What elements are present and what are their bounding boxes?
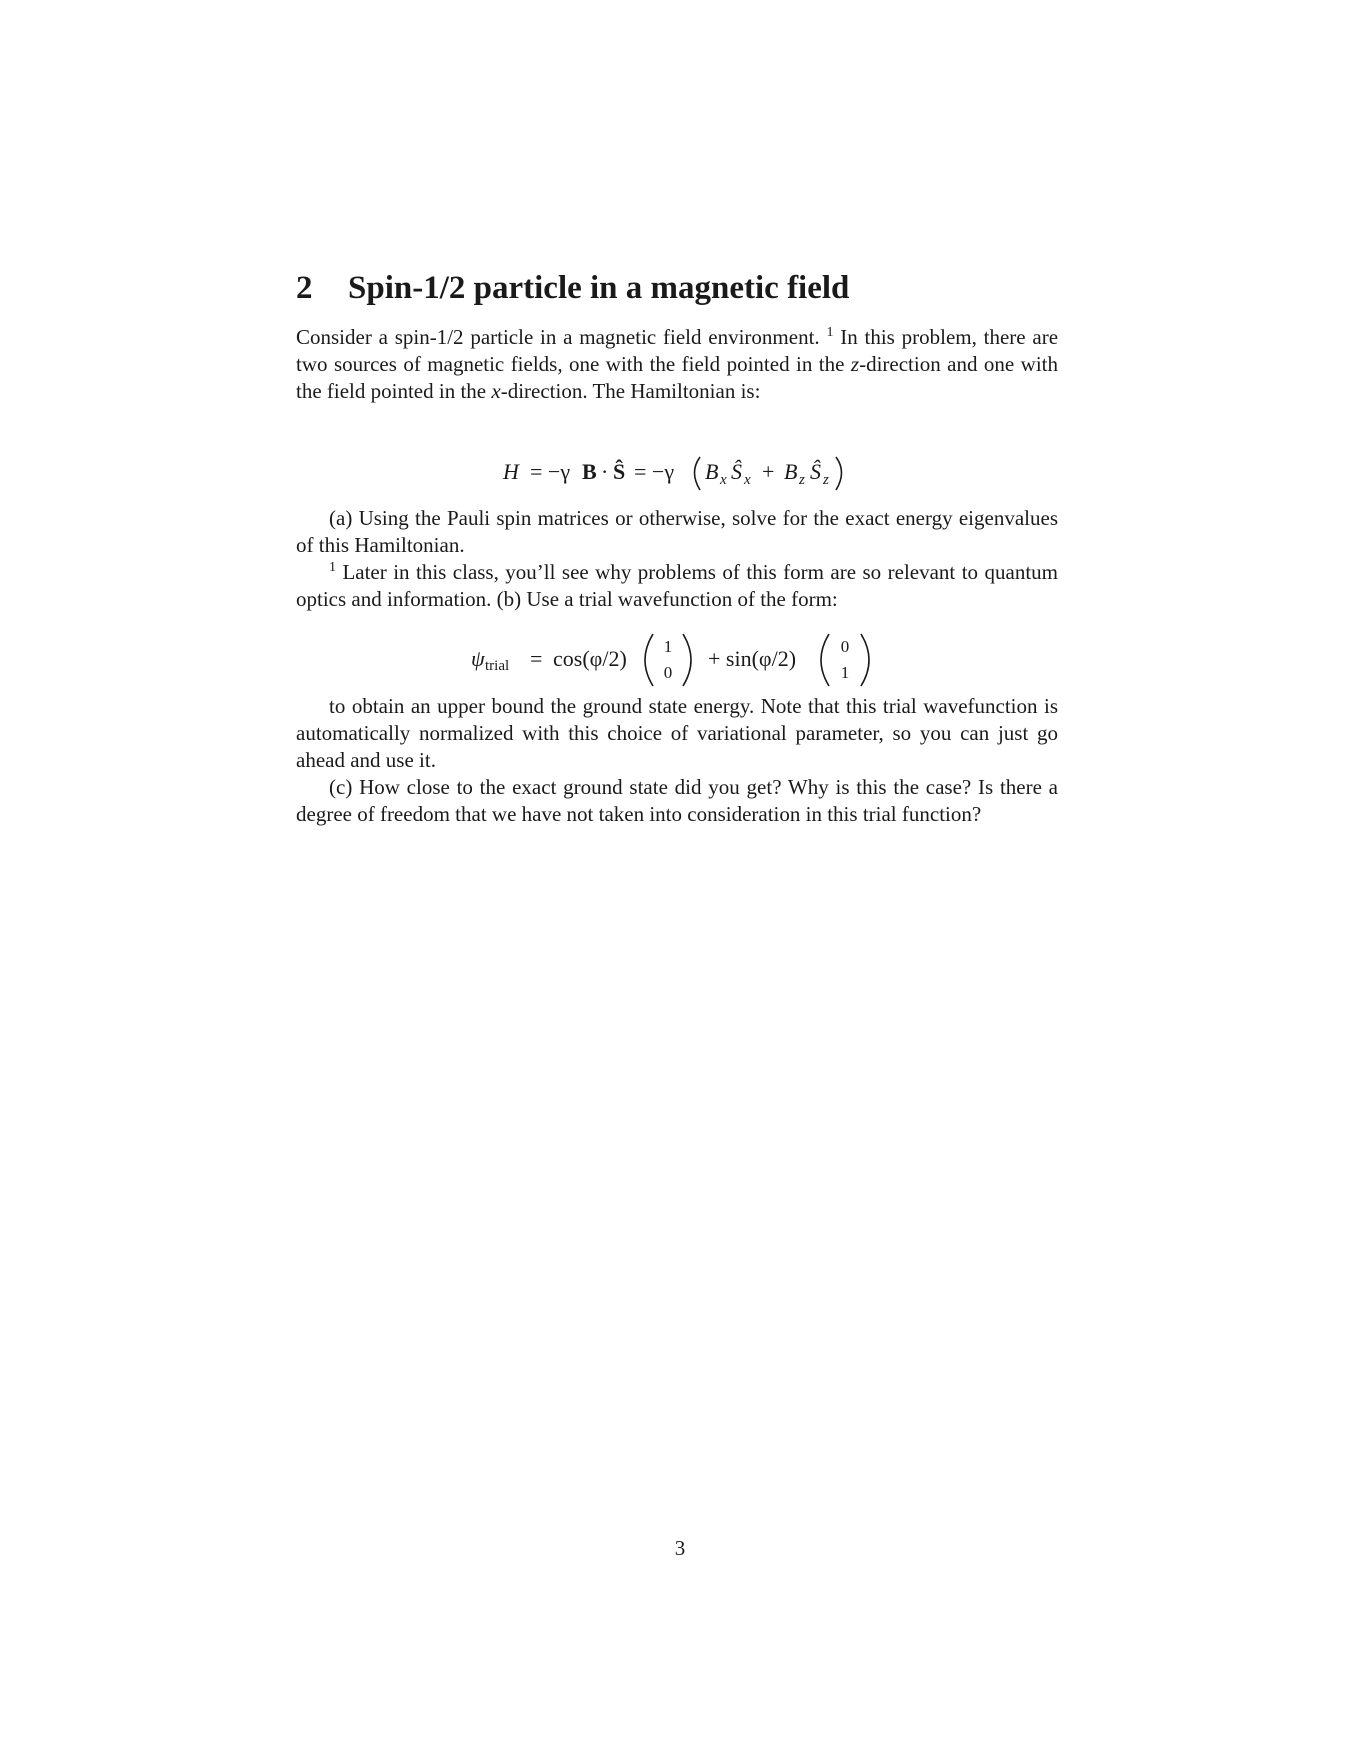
after-trial-text: to obtain an upper bound the ground state energy. Note that this trial wavefunction is automatically normalized with this choice of variational parameter, so you can just go ahead and use it. xyxy=(296,694,1058,772)
eq-cos-term: cos(φ/2) xyxy=(553,646,627,671)
eq-bold-B: B xyxy=(582,459,597,484)
eq-lhs-H: H xyxy=(503,459,519,484)
vec1-right-paren xyxy=(683,634,691,686)
trial-equation-svg xyxy=(0,628,1360,688)
vec1-bottom: 0 xyxy=(663,663,673,682)
parts-a-b-paragraph xyxy=(296,505,1058,613)
intro-text-3: -direction and one with the field pointed in the xyxy=(296,352,1059,403)
section-title: Spin-1/2 particle in a magnetic field xyxy=(348,270,850,306)
eq-Bx: B xyxy=(705,459,719,484)
intro-text-2: In this problem, there are two sources of magnetic fields, one with the field pointed in the xyxy=(296,325,1059,376)
vec1-top: 1 xyxy=(663,637,673,656)
intro-var-z: z xyxy=(850,352,860,376)
part-a: (a) Using the Pauli spin matrices or otherwise, solve for the exact energy eigenvalues of this Hamiltonian. xyxy=(296,506,1058,557)
eq-dot: · xyxy=(601,459,609,484)
eq-Bx-sub: x xyxy=(720,472,727,488)
eq-minus-gamma-2: = −γ xyxy=(634,459,675,484)
eq-psi: ψ xyxy=(471,646,485,671)
eq-plus-sin-term: + sin(φ/2) xyxy=(708,646,797,671)
intro-text-4: -direction. The Hamiltonian is: xyxy=(500,379,761,403)
footnote-marker-2: 1 xyxy=(329,560,336,575)
intro-var-x: x xyxy=(491,379,501,403)
eq-Bz-sub: z xyxy=(799,472,805,488)
eq-Sx-sub: x xyxy=(744,472,751,488)
eq-equals: = xyxy=(530,646,543,671)
part-b: (b) Use a trial wavefunction of the form: xyxy=(496,587,838,611)
footnote-and-part-b xyxy=(296,559,1058,613)
part-c: (c) How close to the exact ground state did you get? Why is this the case? Is there a degree of freedom that we have not taken into consideration in this trial function? xyxy=(296,775,1058,826)
eq-Sx: Ŝ xyxy=(731,459,742,484)
page-number: 3 xyxy=(674,1536,686,1560)
section-heading xyxy=(296,268,1076,308)
eq-right-paren xyxy=(836,457,842,490)
hamiltonian-equation xyxy=(0,448,1360,496)
vec2-left-paren xyxy=(821,634,829,686)
vec2-right-paren xyxy=(861,634,869,686)
eq-left-paren xyxy=(695,457,701,490)
footnote-marker: 1 xyxy=(826,325,834,340)
vec2-bottom: 1 xyxy=(840,663,850,682)
eq-Bz: B xyxy=(784,459,798,484)
vec1-left-paren xyxy=(645,634,653,686)
section-number: 2 xyxy=(296,270,313,306)
eq-bold-S: Ŝ xyxy=(613,459,626,484)
trial-wavefunction-equation xyxy=(0,628,1360,688)
parts-b-c-paragraph xyxy=(296,693,1058,828)
eq-minus-gamma-1: = −γ xyxy=(530,459,571,484)
intro-text-1: Consider a spin-1/2 particle in a magnetic field environment. xyxy=(296,325,820,349)
hamiltonian-equation-svg xyxy=(0,448,1360,496)
eq-Sz: Ŝ xyxy=(810,459,821,484)
intro-paragraph xyxy=(296,324,1058,405)
vec2-top: 0 xyxy=(840,637,850,656)
eq-psi-sub: trial xyxy=(485,658,510,674)
eq-Sz-sub: z xyxy=(823,472,829,488)
eq-plus: + xyxy=(762,459,775,484)
footnote-text: Later in this class, you’ll see why problems of this form are so relevant to quantum optics and information. xyxy=(296,560,1058,611)
